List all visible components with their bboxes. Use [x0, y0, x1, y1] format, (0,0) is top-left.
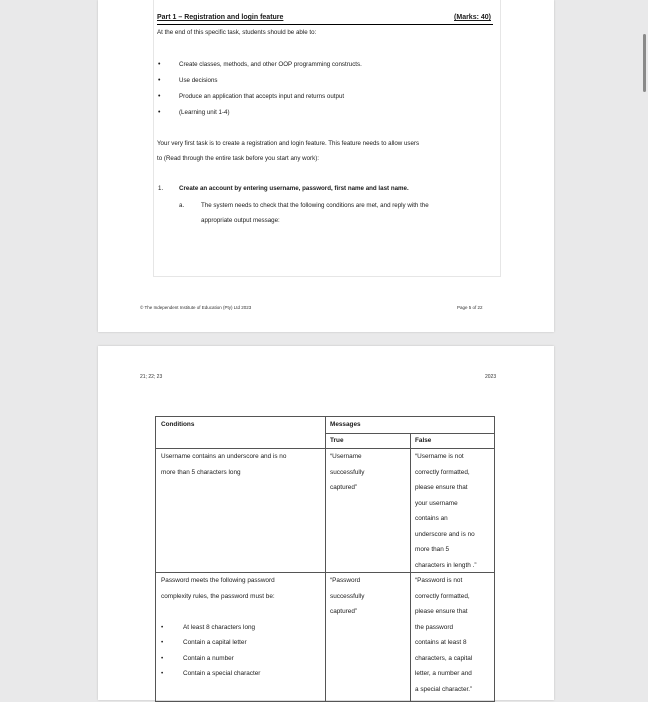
part-title: Part 1 – Registration and login feature	[157, 14, 284, 21]
cell-line: Username contains an underscore and is no	[161, 453, 287, 460]
part-header	[157, 14, 493, 25]
table-row-password-true	[325, 572, 411, 702]
cell-line: characters in length .”	[415, 561, 477, 569]
content-frame	[153, 0, 501, 277]
cell-bullet-line: Contain a number	[183, 654, 234, 662]
item-heading: Create an account by entering username, password, first name and last name.	[179, 185, 409, 192]
outcome-item: Use decisions	[179, 77, 218, 84]
header-label: True	[330, 437, 344, 444]
bullet-icon: •	[158, 77, 161, 84]
item-number: 1.	[158, 185, 164, 192]
cell-bullet-line: Contain a special character	[183, 670, 261, 677]
header-label: False	[415, 437, 432, 444]
sub-item-letter: a.	[179, 202, 185, 209]
document-page-6	[98, 346, 554, 700]
cell-line: “Password is not	[415, 577, 463, 584]
marks-label: (Marks: 40)	[454, 14, 491, 21]
outcome-item: (Learning unit 1-4)	[179, 109, 230, 116]
cell-line: more than 5 characters long	[161, 468, 241, 476]
footer-page-number: Page 5 of 22	[457, 305, 483, 310]
document-page-5	[98, 0, 554, 332]
intro-text: At the end of this specific task, students should be able to:	[157, 29, 317, 36]
table-header-true	[325, 433, 411, 449]
cell-line: a special character.”	[415, 685, 473, 693]
cell-line: correctly formatted,	[415, 468, 470, 476]
cell-line: your username	[415, 499, 458, 507]
page-header-units: 21; 22; 23	[140, 374, 163, 380]
cell-line: underscore and is no	[415, 530, 475, 538]
page-header-year: 2023	[485, 374, 497, 380]
cell-line: letter, a number and	[415, 670, 472, 677]
table-row-password-false	[410, 572, 495, 702]
bullet-icon: •	[161, 623, 164, 631]
cell-bullet-line: Contain a capital letter	[183, 639, 247, 646]
outcome-item: Create classes, methods, and other OOP programming constructs.	[179, 61, 362, 68]
table-row-username-condition	[155, 448, 326, 573]
table-row-username-false	[410, 448, 495, 573]
cell-line: the password	[415, 623, 454, 631]
footer-copyright: © The Independent Institute of Education (Pty) Ltd 2023	[140, 305, 252, 310]
cell-line: contains an	[415, 515, 448, 522]
cell-line: contains at least 8	[415, 639, 467, 646]
cell-line: more than 5	[415, 546, 450, 553]
cell-line: characters, a capital	[415, 654, 473, 662]
cell-line: successfully	[330, 592, 365, 600]
table-header-conditions	[155, 416, 326, 449]
header-label: Messages	[330, 421, 361, 428]
outcome-item: Produce an application that accepts input and returns output	[179, 93, 345, 100]
cell-line: correctly formatted,	[415, 592, 470, 600]
vertical-scrollbar[interactable]	[643, 34, 646, 92]
bullet-icon: •	[161, 670, 164, 677]
cell-bullet-line: At least 8 characters long	[183, 623, 256, 631]
table-header-false	[410, 433, 495, 449]
cell-line: complexity rules, the password must be:	[161, 592, 275, 600]
bullet-icon: •	[158, 109, 161, 116]
cell-line: “Username is not	[415, 453, 464, 460]
cell-line: Password meets the following password	[161, 577, 275, 584]
bullet-icon: •	[158, 61, 161, 68]
table-row-password-condition	[155, 572, 326, 702]
cell-line: successfully	[330, 468, 365, 476]
sub-item-text: The system needs to check that the following conditions are met, and reply with the	[201, 202, 429, 209]
cell-line: please ensure that	[415, 608, 468, 615]
table-row-username-true	[325, 448, 411, 573]
cell-line: “Password	[330, 577, 361, 584]
cell-line: captured”	[330, 484, 357, 491]
cell-line: “Username	[330, 453, 362, 460]
bullet-icon: •	[158, 93, 161, 100]
header-label: Conditions	[161, 421, 195, 428]
bullet-icon: •	[161, 639, 164, 646]
sub-item-text: appropriate output message:	[201, 217, 280, 224]
task-paragraph-line: Your very first task is to create a registration and login feature. This feature needs to allow users	[157, 140, 420, 147]
task-paragraph-line: to (Read through the entire task before you start any work):	[157, 155, 319, 162]
cell-line: please ensure that	[415, 484, 468, 491]
bullet-icon: •	[161, 654, 164, 662]
cell-line: captured”	[330, 608, 357, 615]
table-header-messages	[325, 416, 495, 434]
